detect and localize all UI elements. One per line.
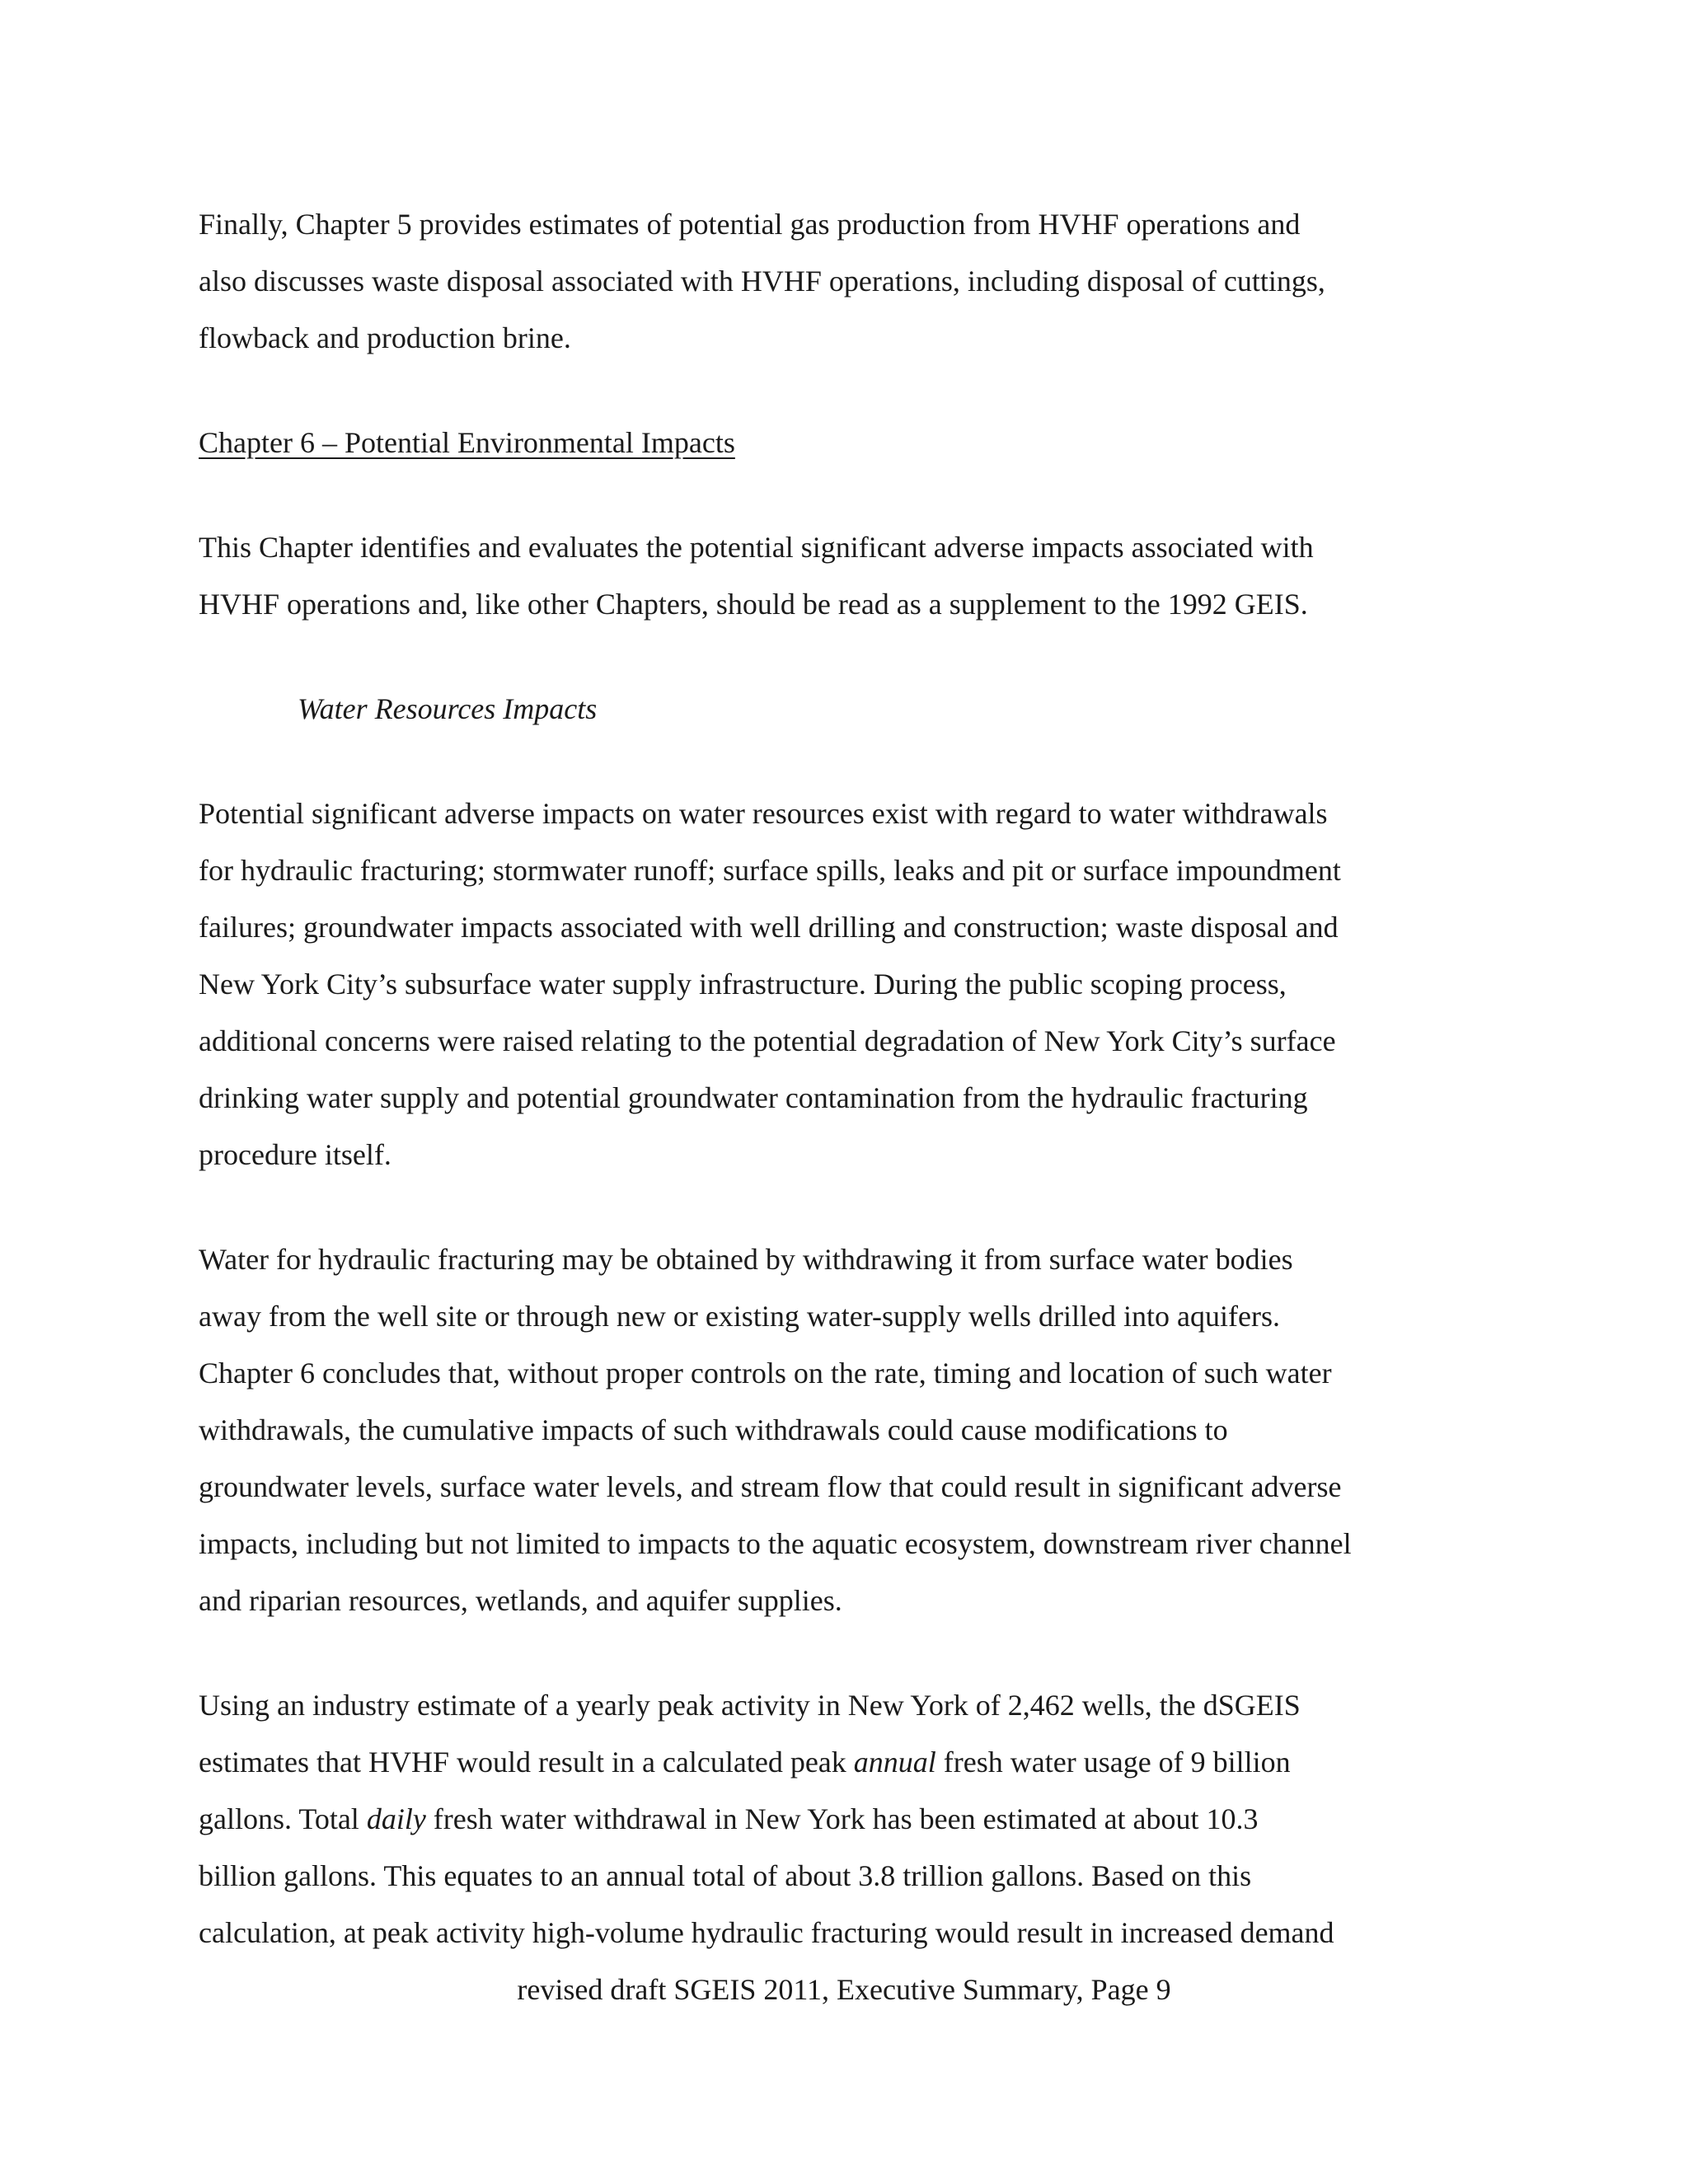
text-line: failures; groundwater impacts associated with well drilling and construction; waste disposal and bbox=[199, 911, 1339, 944]
text-line: procedure itself. bbox=[199, 1138, 392, 1171]
text-line: Potential significant adverse impacts on water resources exist with regard to water withdrawals bbox=[199, 797, 1328, 830]
text-line: away from the well site or through new or existing water-supply wells drilled into aquifers. bbox=[199, 1300, 1280, 1333]
text-run: fresh water withdrawal in New York has been estimated at about 10.3 bbox=[425, 1802, 1259, 1835]
text-line bbox=[199, 1791, 1501, 1848]
text-line: This Chapter identifies and evaluates the potential significant adverse impacts associated with bbox=[199, 531, 1314, 564]
paragraph-spacer bbox=[199, 1629, 1501, 1677]
text-line: impacts, including but not limited to impacts to the aquatic ecosystem, downstream river channel bbox=[199, 1527, 1352, 1560]
text-line: groundwater levels, surface water levels, and stream flow that could result in significant adverse bbox=[199, 1470, 1342, 1503]
emphasis-daily: daily bbox=[366, 1802, 426, 1835]
paragraph-spacer bbox=[199, 471, 1501, 519]
text-run: gallons. Total bbox=[199, 1802, 367, 1835]
text-line: billion gallons. This equates to an annual total of about 3.8 trillion gallons. Based on this bbox=[199, 1859, 1252, 1892]
text-line: also discusses waste disposal associated with HVHF operations, including disposal of cuttings, bbox=[199, 265, 1325, 298]
paragraph-spacer bbox=[199, 1183, 1501, 1231]
text-line: Chapter 6 concludes that, without proper controls on the rate, timing and location of such water bbox=[199, 1357, 1332, 1390]
paragraph-spacer bbox=[199, 738, 1501, 785]
section-heading-chapter6 bbox=[199, 415, 1501, 471]
text-line: additional concerns were raised relating to the potential degradation of New York City’s surface bbox=[199, 1024, 1336, 1057]
paragraph-spacer bbox=[199, 367, 1501, 415]
paragraph-chapter5-summary bbox=[199, 196, 1501, 367]
text-line: HVHF operations and, like other Chapters, should be read as a supplement to the 1992 GEIS. bbox=[199, 588, 1308, 621]
text-line: for hydraulic fracturing; stormwater runoff; surface spills, leaks and pit or surface impoundment bbox=[199, 854, 1341, 887]
text-line: flowback and production brine. bbox=[199, 321, 571, 354]
emphasis-annual: annual bbox=[853, 1746, 936, 1779]
text-line: New York City’s subsurface water supply infrastructure. During the public scoping process, bbox=[199, 968, 1287, 1001]
text-run: fresh water usage of 9 billion bbox=[935, 1746, 1291, 1779]
paragraph-spacer bbox=[199, 633, 1501, 681]
text-line: Finally, Chapter 5 provides estimates of potential gas production from HVHF operations and bbox=[199, 208, 1301, 241]
text-run: estimates that HVHF would result in a calculated peak bbox=[199, 1746, 854, 1779]
text-line: Using an industry estimate of a yearly peak activity in New York of 2,462 wells, the dSGEIS bbox=[199, 1689, 1301, 1722]
page-body bbox=[199, 196, 1501, 1961]
text-line bbox=[199, 1734, 1501, 1791]
page-footer: revised draft SGEIS 2011, Executive Summary, Page 9 bbox=[517, 1973, 1171, 2006]
text-line: calculation, at peak activity high-volume hydraulic fracturing would result in increased demand bbox=[199, 1916, 1334, 1949]
text-line: drinking water supply and potential groundwater contamination from the hydraulic fracturing bbox=[199, 1081, 1308, 1114]
text-line: withdrawals, the cumulative impacts of such withdrawals could cause modifications to bbox=[199, 1413, 1228, 1446]
heading-text: Chapter 6 – Potential Environmental Impacts bbox=[199, 426, 735, 459]
paragraph-water-impacts bbox=[199, 785, 1501, 1183]
text-line: Water for hydraulic fracturing may be obtained by withdrawing it from surface water bodies bbox=[199, 1243, 1293, 1276]
paragraph-water-withdrawal bbox=[199, 1231, 1501, 1629]
subheading-water-resources: Water Resources Impacts bbox=[298, 692, 598, 725]
text-line: and riparian resources, wetlands, and aquifer supplies. bbox=[199, 1584, 842, 1617]
paragraph-chapter6-intro bbox=[199, 519, 1501, 633]
paragraph-water-usage-estimate bbox=[199, 1677, 1501, 1961]
